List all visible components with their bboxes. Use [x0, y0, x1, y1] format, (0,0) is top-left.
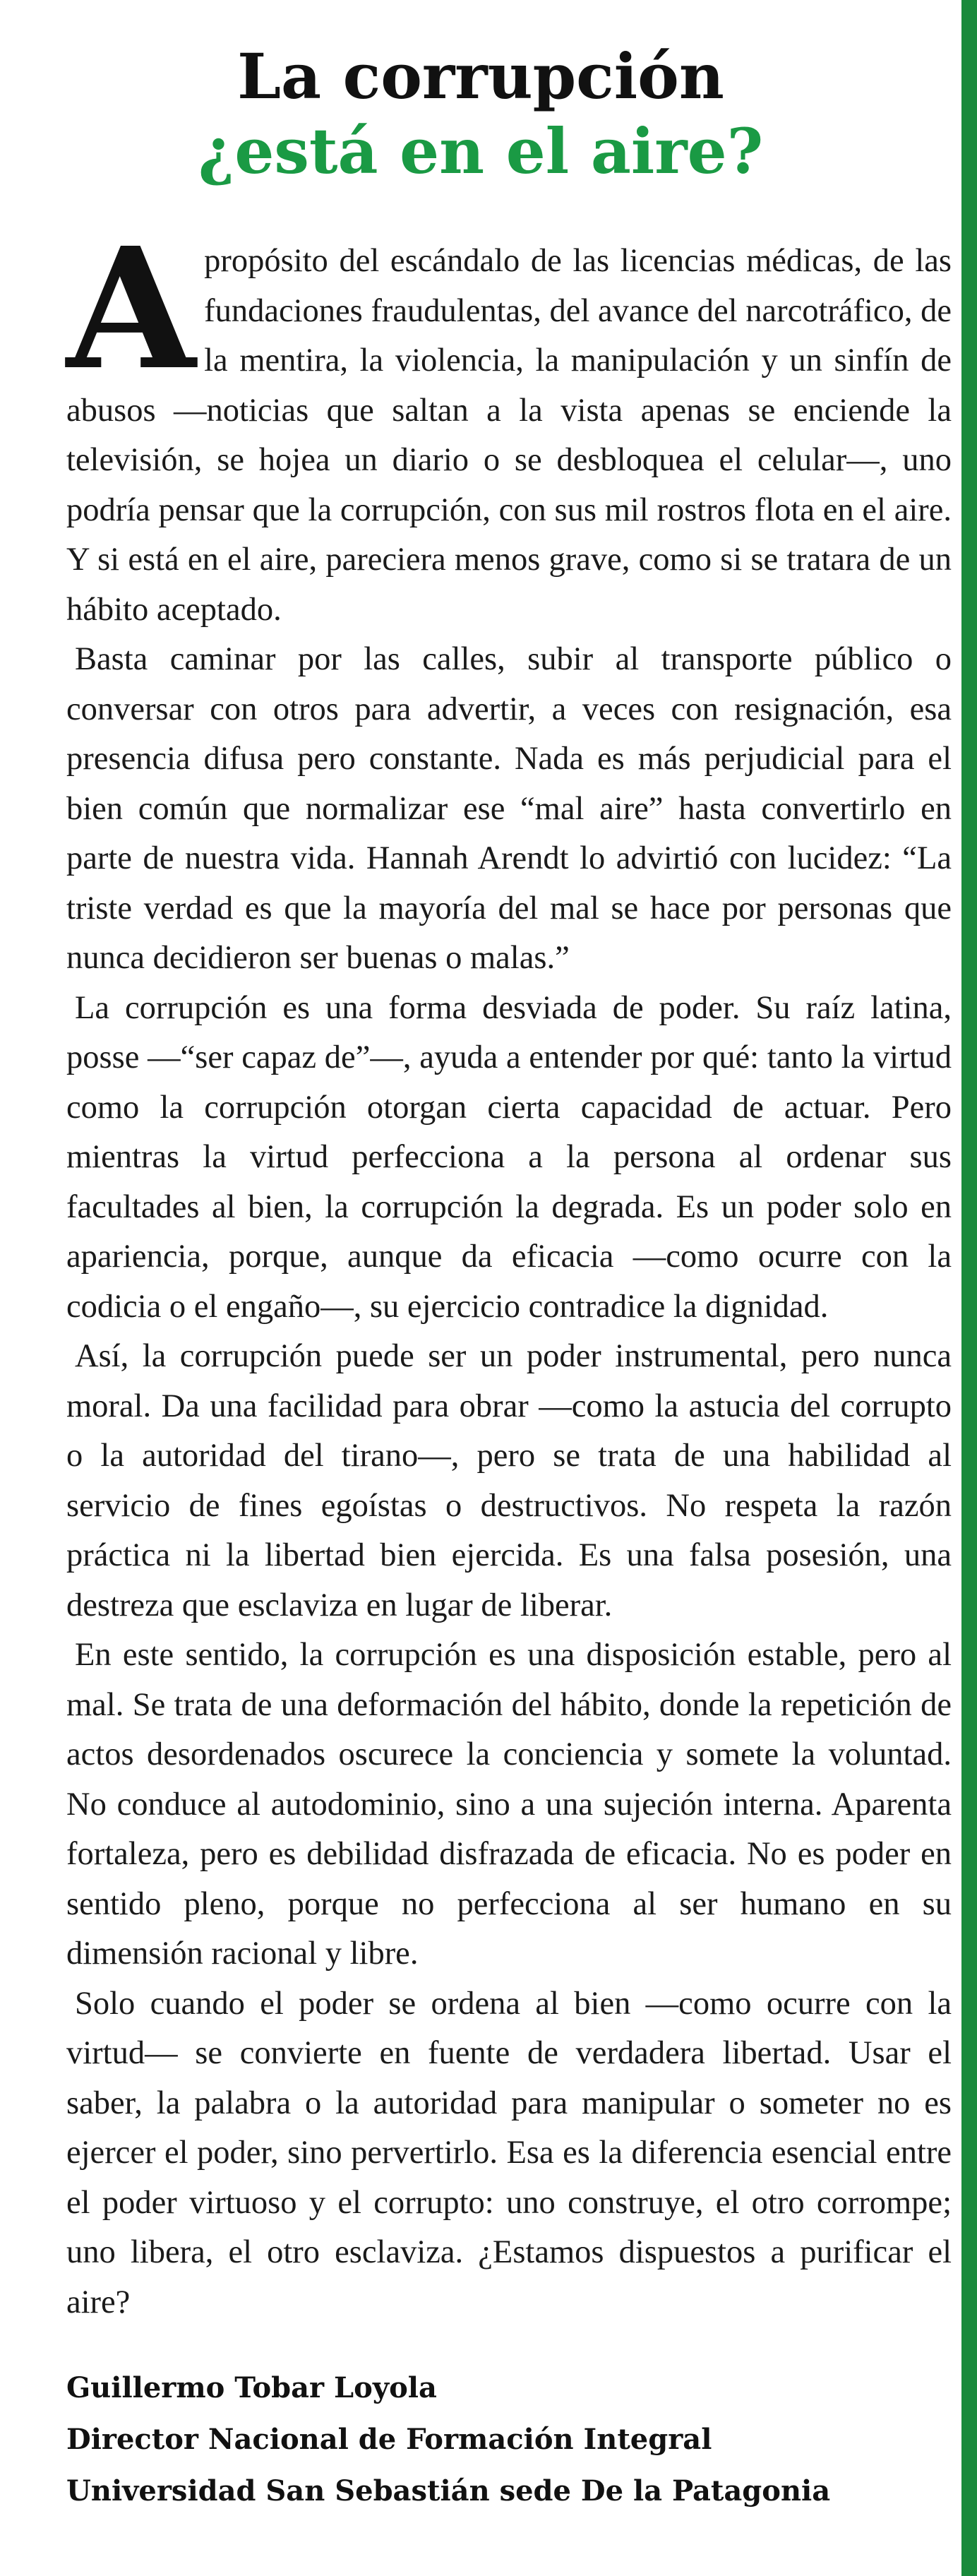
- article-body: [66, 210, 952, 2327]
- paragraph-5: En este sentido, la corrupción es una disposición estable, pero al mal. Se trata de una deformación del hábito, donde la repetición de actos desordenados oscurece la conciencia y somete la voluntad. No conduce al autodominio, sino a una sujeción interna. Aparenta fortaleza, pero es debilidad disfrazada de eficacia. No es poder en sentido pleno, porque no perfecciona al ser humano en su dimensión racional y libre.: [66, 1637, 952, 1972]
- author-signature: [66, 2362, 952, 2517]
- author-institution: Universidad San Sebastián sede De la Patagonia: [66, 2474, 831, 2508]
- headline-line-2: ¿está en el aire?: [198, 114, 764, 188]
- paragraph-2: Basta caminar por las calles, subir al transporte público o conversar con otros para advertir, a veces con resignación, esa presencia difusa pero constante. Nada es más perjudicial para el bien común que normalizar ese “mal aire” hasta convertirlo en parte de nuestra vida. Hannah Arendt lo advirtió con lucidez: “La triste verdad es que la mayoría del mal se hace por personas que nunca decidieron ser buenas o malas.”: [66, 641, 952, 976]
- author-name: Guillermo Tobar Loyola: [66, 2371, 437, 2404]
- paragraph-6: Solo cuando el poder se ordena al bien —como ocurre con la virtud— se convierte en fuente de verdadera libertad. Usar el saber, la palabra o la autoridad para manipular o someter no es ejercer el poder, sino pervertirlo. Esa es la diferencia esencial entre el poder virtuoso y el corrupto: uno construye, el otro corrompe; uno libera, el otro esclaviza. ¿Estamos dispuestos a purificar el aire?: [66, 1985, 952, 2320]
- paragraph-1: [66, 210, 952, 635]
- paragraph-1-text: propósito del escándalo de las licencias médicas, de las fundaciones fraudulentas, del avance del narcotráfico, de la mentira, la violencia, la manipulación y un sinfín de abusos —noticias que saltan a la vista apenas se enciende la televisión, se hojea un diario o se desbloquea el celular—, uno podría pensar que la corrupción, con sus mil rostros flota en el aire. Y si está en el aire, pareciera menos grave, como si se tratara de un hábito aceptado.: [66, 243, 952, 628]
- paragraph-4: Así, la corrupción puede ser un poder instrumental, pero nunca moral. Da una facilidad para obrar —como la astucia del corrupto o la autoridad del tirano—, pero se trata de una habilidad al servicio de fines egoístas o destructivos. No respeta la razón práctica ni la libertad bien ejercida. Es una falsa posesión, una destreza que esclaviza en lugar de liberar.: [66, 1338, 952, 1623]
- author-role: Director Nacional de Formación Integral: [66, 2423, 712, 2456]
- paragraph-3: La corrupción es una forma desviada de poder. Su raíz latina, posse —“ser capaz de”—, ayuda a entender por qué: tanto la virtud como la corrupción otorgan cierta capacidad de actuar. Pero mientras la virtud perfecciona a la persona al ordenar sus facultades al bien, la corrupción la degrada. Es un poder solo en apariencia, porque, aunque da eficacia —como ocurre con la codicia o el engaño—, su ejercicio contradice la dignidad.: [66, 989, 952, 1325]
- headline-line-1: La corrupción: [237, 40, 724, 113]
- drop-cap: A: [66, 210, 196, 407]
